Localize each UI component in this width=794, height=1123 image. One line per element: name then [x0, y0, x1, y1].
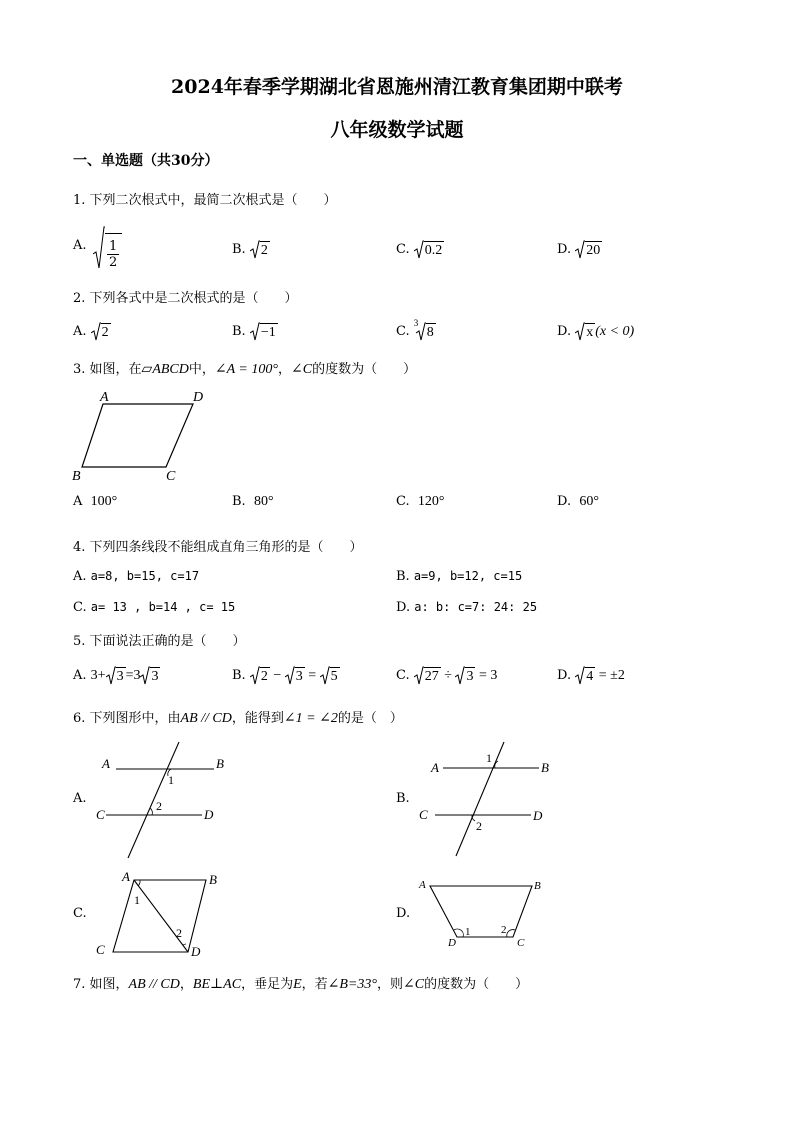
- angle-label: 1: [134, 893, 140, 907]
- q4-option-b: [396, 569, 522, 584]
- expr-text: −: [269, 668, 285, 683]
- angle-c: ∠C: [403, 977, 425, 992]
- q4-option-a: [73, 569, 199, 584]
- q3-option-b: [232, 494, 274, 510]
- q3-option-a: [73, 494, 117, 510]
- radicand: 0.2: [424, 243, 443, 258]
- radical-sign-icon: [106, 666, 116, 685]
- angle-c: ∠C: [290, 362, 313, 377]
- point-label: A: [419, 879, 426, 891]
- point-label: B: [216, 756, 224, 771]
- radical-sign-icon: [250, 666, 260, 685]
- angle-label: 1: [168, 773, 174, 787]
- stem-text: ，则: [377, 977, 404, 992]
- stem-text: 的度数为（ ）: [424, 977, 529, 992]
- radicand: 3: [295, 669, 303, 684]
- radical-sign-icon: [575, 322, 585, 341]
- q1-option-a: [73, 238, 87, 253]
- radicand: 3: [151, 669, 159, 684]
- angle-label: 2: [176, 926, 182, 940]
- q6-option-a-figure: [92, 738, 242, 862]
- question-1-stem: 1. 下列二次根式中，最简二次根式是（ ）: [73, 193, 337, 208]
- angle-label: 2: [476, 819, 482, 833]
- stem-text: 的是（ ）: [337, 711, 403, 726]
- q3-option-c: [396, 494, 445, 510]
- point-label: B: [534, 880, 541, 892]
- stem-text: ，: [277, 362, 291, 377]
- condition: (x < 0): [595, 324, 635, 339]
- option-label: D.: [557, 668, 572, 683]
- radical-sign-icon: [250, 322, 260, 341]
- radical-sign-icon: [414, 666, 424, 685]
- exam-subtitle: 八年级数学试题: [330, 119, 464, 141]
- option-label: A.: [73, 238, 87, 253]
- stem-text: ，: [179, 977, 193, 992]
- option-label: B.: [396, 569, 410, 584]
- q5-option-a: [73, 666, 160, 685]
- radicand: 8: [426, 325, 434, 340]
- q3-option-d: [557, 494, 599, 510]
- option-value: 80°: [253, 494, 274, 509]
- parallelogram-figure: [66, 384, 226, 486]
- point-label: B: [541, 760, 549, 775]
- option-label: D.: [557, 494, 572, 509]
- q6-option-c-label: C.: [73, 906, 87, 921]
- question-2-stem: 2. 下列各式中是二次根式的是（ ）: [73, 291, 298, 306]
- q2-option-c: [396, 318, 436, 341]
- option-value: a= 13 , b=14 , c= 15: [90, 600, 236, 614]
- radicand: 5: [330, 669, 338, 684]
- radicand: 2: [260, 669, 268, 684]
- q4-option-c: [73, 600, 235, 615]
- radical-sign-icon: [250, 240, 260, 259]
- option-label: B.: [232, 668, 246, 683]
- exam-title: 2024年春季学期湖北省恩施州清江教育集团期中联考: [171, 76, 623, 98]
- q6-option-a-label: A.: [73, 791, 87, 806]
- parallelogram-name: ▱ABCD: [141, 362, 189, 377]
- radical-sign-icon: [575, 666, 585, 685]
- stem-text: 的度数为（ ）: [312, 362, 417, 377]
- point-label: C: [419, 807, 428, 822]
- point-label: D: [533, 808, 543, 823]
- q6-option-b-figure: [415, 738, 565, 862]
- diagonal: [134, 880, 188, 952]
- parallel-condition: AB // CD: [180, 711, 232, 726]
- q4-option-d: [396, 600, 537, 615]
- q6-option-d-label: D.: [396, 906, 411, 921]
- option-value: a=9, b=12, c=15: [413, 569, 523, 583]
- fraction-denominator: 2: [109, 255, 118, 270]
- radicand: 2: [101, 325, 109, 340]
- q5-option-d: [557, 666, 625, 685]
- question-6-stem: [73, 707, 403, 727]
- option-label: B.: [232, 324, 246, 339]
- parallel-condition: AB // CD: [128, 977, 180, 992]
- point-label: A: [431, 760, 439, 775]
- q1-option-c: [396, 240, 444, 259]
- q1-option-b: [232, 240, 270, 259]
- radicand: 20: [586, 243, 601, 258]
- option-label: D.: [557, 242, 572, 257]
- option-label: C.: [396, 324, 410, 339]
- vertex-label-d: D: [193, 390, 204, 405]
- option-label: A: [73, 494, 83, 509]
- option-label: C.: [396, 494, 410, 509]
- q2-option-a: [73, 322, 111, 341]
- expr-text: 3+: [90, 668, 106, 683]
- radical-sign-icon: [93, 226, 105, 270]
- expr-text: = ±2: [595, 668, 625, 683]
- point-label: C: [96, 807, 105, 822]
- angle-label: 2: [156, 799, 162, 813]
- vertex-label-c: C: [166, 469, 176, 484]
- question-3-stem: [73, 358, 416, 378]
- root-index: 3: [413, 318, 419, 328]
- point-label: D: [448, 937, 456, 949]
- vertex-label-a: A: [100, 390, 109, 405]
- angle-label: 1: [465, 926, 471, 938]
- radicand: −1: [260, 325, 276, 340]
- option-label: B.: [232, 242, 246, 257]
- radical-sign-icon: [455, 666, 465, 685]
- option-label: C.: [396, 242, 410, 257]
- option-value: 100°: [90, 494, 118, 509]
- point-label: C: [96, 942, 105, 957]
- radical-sign-icon: [140, 666, 150, 685]
- option-value: a=8, b=15, c=17: [90, 569, 200, 583]
- radical-sign-icon: [285, 666, 295, 685]
- question-4-stem: 4. 下列四条线段不能组成直角三角形的是（ ）: [73, 540, 363, 555]
- angle-arc: [183, 944, 186, 945]
- q1-option-a-math: [93, 226, 122, 270]
- stem-text: 6. 下列图形中，由: [73, 711, 181, 726]
- point-label: A: [102, 756, 110, 771]
- stem-text: ，垂足为: [241, 977, 294, 992]
- q1-option-d: [557, 240, 602, 259]
- angle-equation: ∠1 = ∠2: [283, 711, 338, 726]
- angle-arc: [150, 808, 152, 815]
- q6-option-c-figure: [92, 866, 232, 962]
- angle-arc: [138, 880, 140, 886]
- q6-option-d-figure: [415, 872, 555, 952]
- option-value: a: b: c=7: 24: 25: [414, 600, 538, 614]
- stem-text: ，能得到: [231, 711, 284, 726]
- radical-sign-icon: [575, 240, 585, 259]
- transversal: [128, 742, 179, 858]
- point-label: A: [122, 869, 130, 884]
- angle-label: 1: [486, 751, 492, 765]
- radicand: 3: [466, 669, 474, 684]
- question-7-stem: [73, 973, 528, 993]
- radical-sign-icon: [320, 666, 330, 685]
- vertex-label-b: B: [72, 469, 81, 484]
- option-value: 60°: [579, 494, 599, 509]
- radicand: 27: [424, 669, 439, 684]
- point-label: C: [517, 937, 525, 949]
- transversal: [456, 742, 504, 856]
- q5-option-b: [232, 666, 340, 685]
- option-label: A.: [73, 668, 87, 683]
- expr-text: = 3: [475, 668, 498, 683]
- fraction-numerator: 1: [109, 239, 118, 254]
- option-label: D.: [557, 324, 572, 339]
- angle-b: ∠B=33°: [327, 977, 377, 992]
- q2-option-b: [232, 322, 278, 341]
- expr-text: =: [304, 668, 320, 683]
- point-label: D: [204, 807, 214, 822]
- question-5-stem: 5. 下面说法正确的是（ ）: [73, 634, 246, 649]
- foot-point: E: [293, 977, 302, 992]
- option-label: C.: [73, 600, 87, 615]
- stem-text: ，若: [301, 977, 328, 992]
- radicand: x: [586, 325, 594, 340]
- option-label: A.: [73, 569, 87, 584]
- option-label: D.: [396, 600, 411, 615]
- stem-text: 7. 如图，: [73, 977, 129, 992]
- q2-option-d: [557, 322, 634, 341]
- radicand: 3: [116, 669, 124, 684]
- angle-label: 2: [501, 924, 507, 936]
- radicand: 2: [260, 243, 268, 258]
- radicand: 4: [586, 669, 594, 684]
- expr-text: =3: [125, 668, 141, 683]
- point-label: B: [209, 872, 217, 887]
- option-label: A.: [73, 324, 87, 339]
- point-label: D: [191, 944, 201, 959]
- angle-a: ∠A = 100°: [214, 362, 278, 377]
- expr-text: ÷: [440, 668, 456, 683]
- q6-option-b-label: B.: [396, 791, 410, 806]
- section-title: 一、单选题（共30分）: [73, 153, 219, 169]
- quadrilateral: [113, 880, 206, 952]
- radical-sign-icon: [414, 240, 424, 259]
- radical-sign-icon: [91, 322, 101, 341]
- perpendicular-condition: BE⊥AC: [192, 977, 242, 992]
- option-label: C.: [396, 668, 410, 683]
- parallelogram-shape: [82, 404, 193, 467]
- stem-text: 3. 如图，在: [73, 362, 142, 377]
- option-value: 120°: [417, 494, 445, 509]
- option-label: B.: [232, 494, 246, 509]
- q5-option-c: [396, 666, 497, 685]
- trapezoid: [430, 886, 532, 937]
- stem-text: 中，: [188, 362, 215, 377]
